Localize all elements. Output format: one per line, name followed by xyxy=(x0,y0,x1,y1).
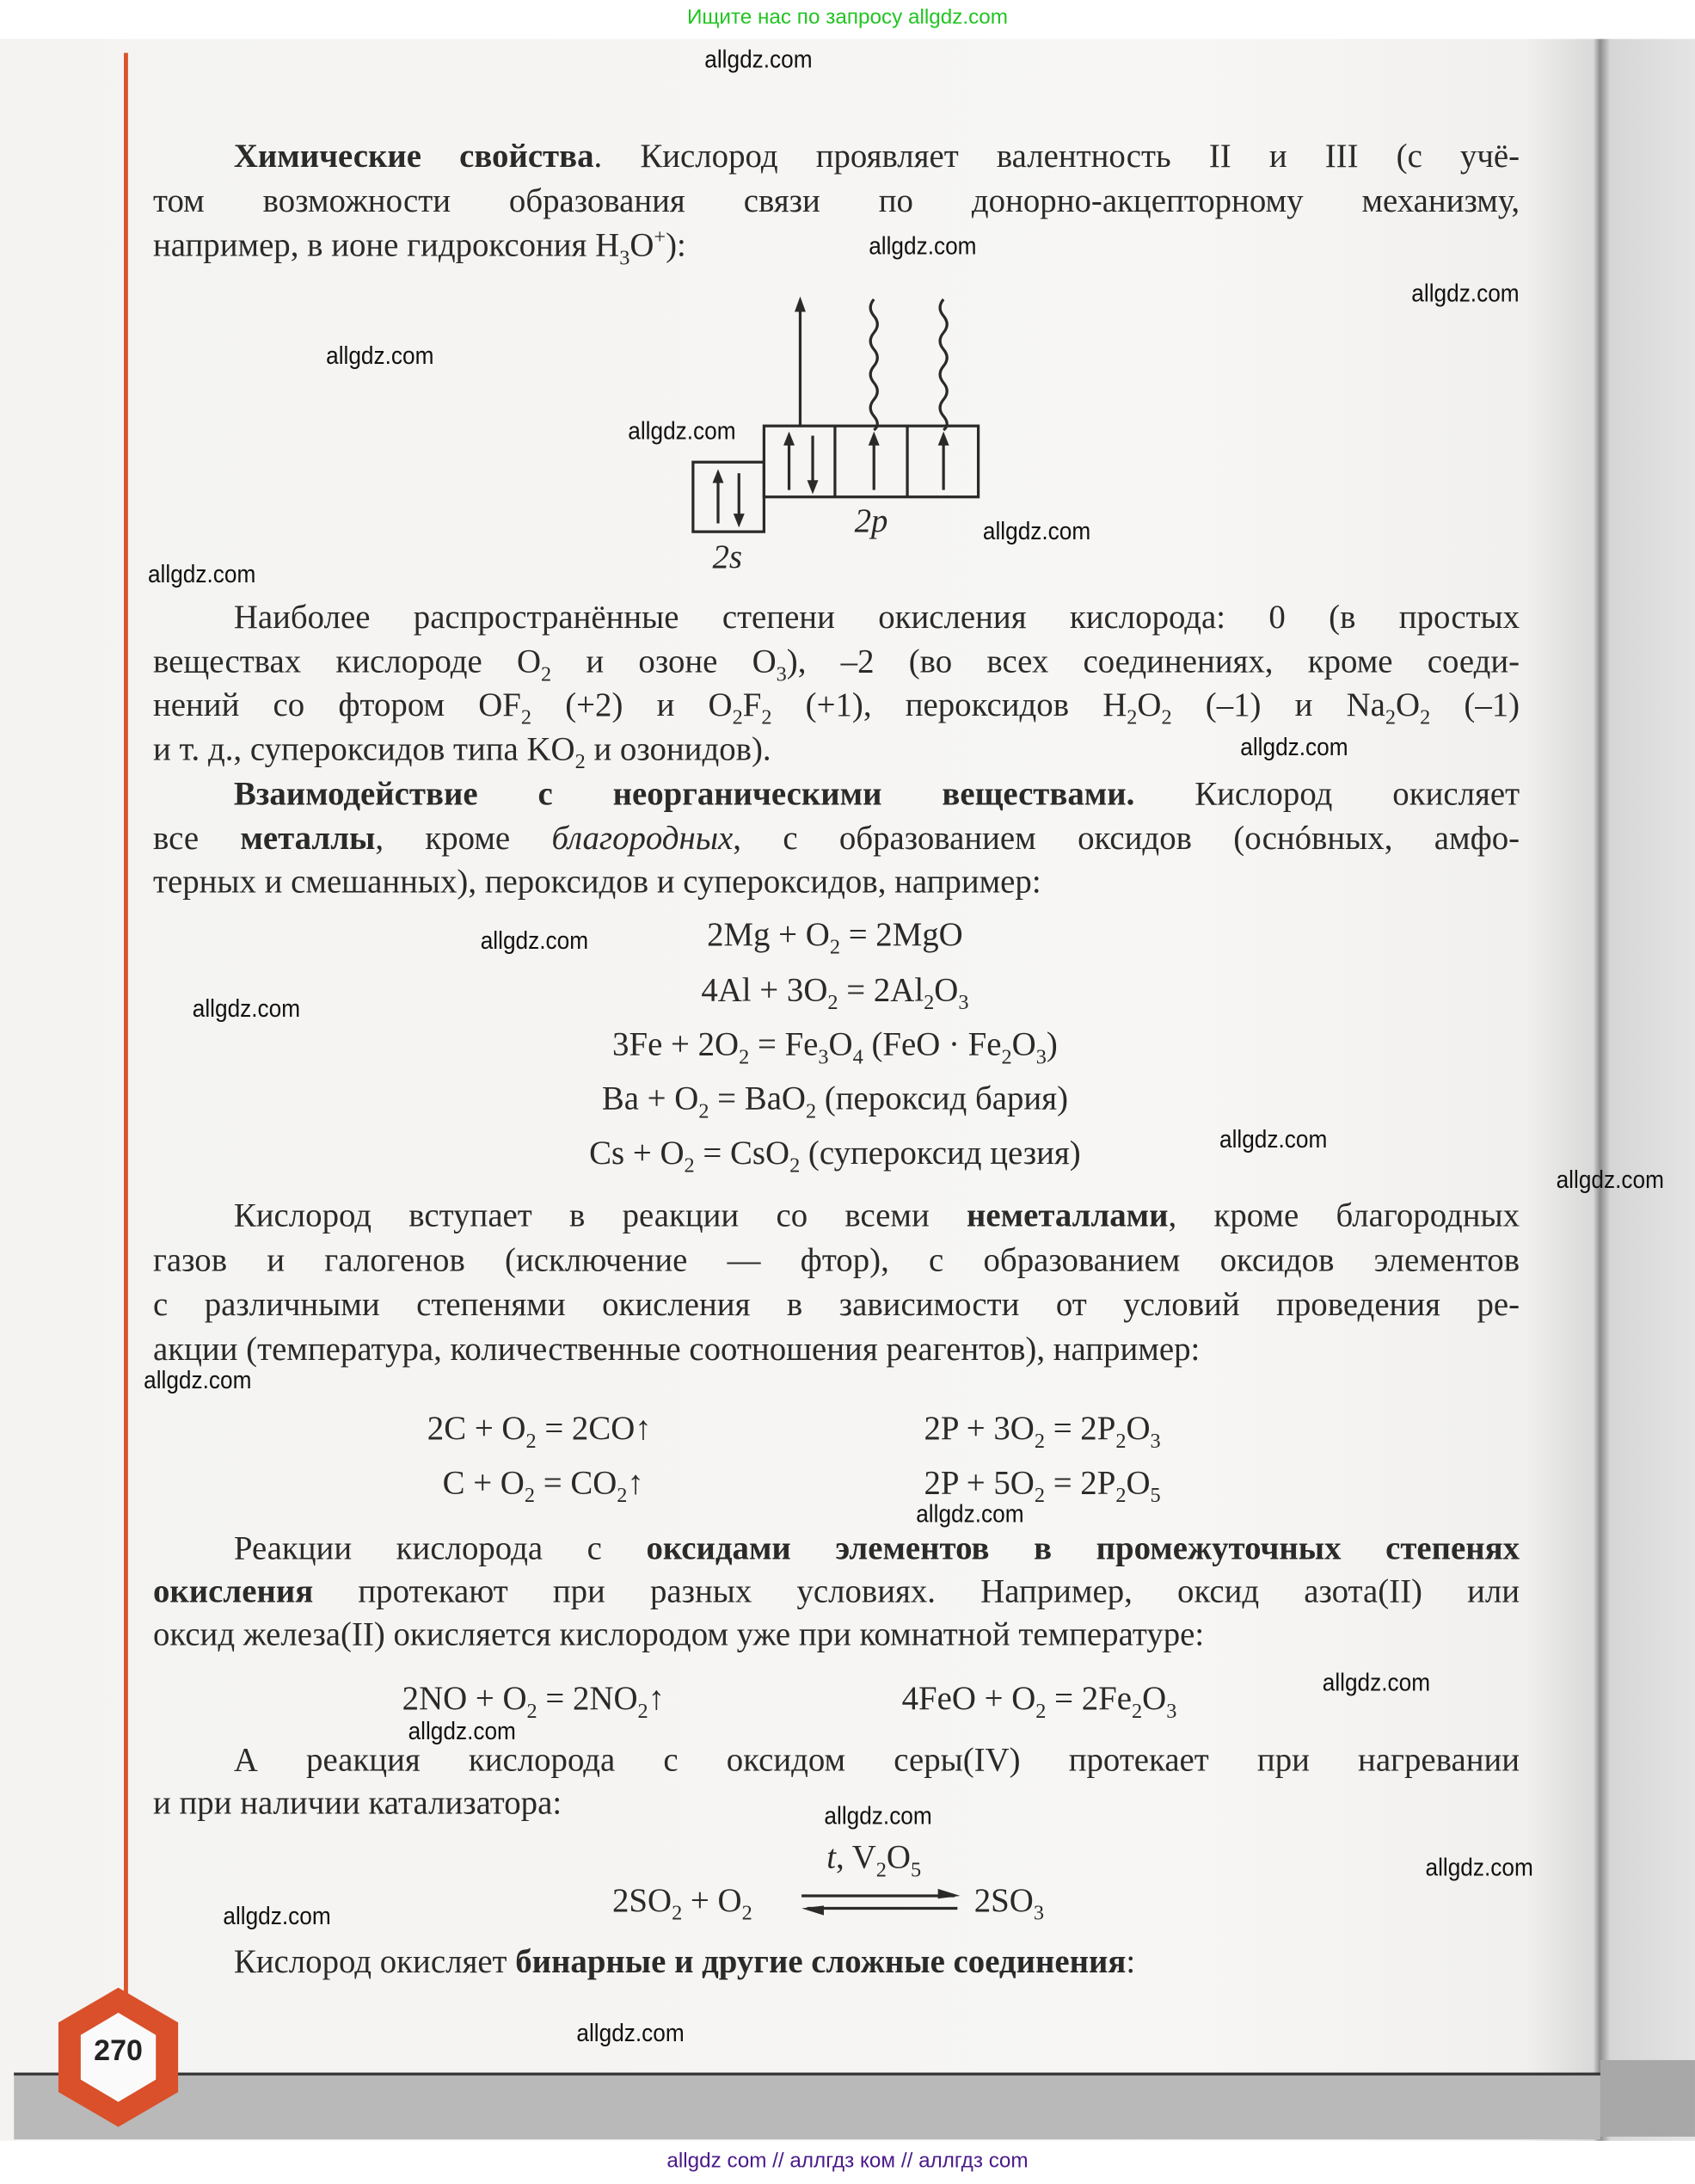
subscript: 2 xyxy=(1034,1430,1045,1454)
equation xyxy=(924,1406,1160,1453)
subscript: 3 xyxy=(1033,1903,1044,1925)
text-segment: протекают при разных условиях. Например, оксид азота(II) или xyxy=(313,1574,1520,1611)
subscript: 2 xyxy=(761,707,772,729)
text-segment: (FeO · Fe xyxy=(863,1027,1002,1064)
subscript: 5 xyxy=(1150,1485,1161,1508)
subscript: 2 xyxy=(1035,1701,1047,1724)
footer-links[interactable]: allgdz com // аллгдз ком // аллгдз com xyxy=(666,2149,1029,2174)
text-segment: = 2P xyxy=(1044,1411,1116,1448)
text-segment: , кроме xyxy=(375,821,552,858)
equation-right xyxy=(974,1878,1044,1925)
text-line xyxy=(234,596,1520,641)
watermark: allgdz.com xyxy=(1240,732,1348,761)
bold-text: окисления xyxy=(153,1574,314,1611)
text-segment: O xyxy=(1126,1465,1151,1503)
subscript: 4 xyxy=(852,1046,863,1069)
wavy-line-icon xyxy=(940,299,947,430)
text-line xyxy=(153,1328,1520,1373)
subscript: 2 xyxy=(789,1155,801,1178)
subscript: 2 xyxy=(672,1903,683,1925)
equation xyxy=(427,1406,652,1453)
text-segment: 2NO + O xyxy=(402,1681,527,1718)
watermark: allgdz.com xyxy=(144,1366,252,1394)
subscript: 3 xyxy=(1166,1701,1177,1724)
subscript: 3 xyxy=(818,1046,829,1069)
text-segment: оксид железа(II) окисляется кислородом уже при комнатной температуре: xyxy=(153,1617,1205,1654)
subscript: 2 xyxy=(1001,1046,1012,1069)
subscript: 3 xyxy=(619,248,630,270)
text-segment: (–1) xyxy=(1430,687,1520,724)
text-segment: (супероксид цезия) xyxy=(800,1135,1081,1172)
equation xyxy=(443,1460,644,1507)
subscript: 2 xyxy=(617,1485,628,1508)
subscript: 2 xyxy=(574,751,586,774)
watermark: allgdz.com xyxy=(192,994,301,1023)
text-segment: O xyxy=(1137,687,1162,724)
watermark: allgdz.com xyxy=(704,45,813,73)
bold-text: Взаимодействие с неорганическими веществами. xyxy=(233,776,1135,814)
orbital-2s-box xyxy=(693,462,765,532)
text-segment: и т. д., супероксидов типа KO xyxy=(153,732,575,769)
text-segment: F xyxy=(742,687,762,724)
text-segment: ), –2 (во всех соединениях, кроме соеди- xyxy=(786,644,1520,681)
text-segment: = CO xyxy=(534,1465,617,1503)
page-bottom-band xyxy=(14,2072,1600,2139)
text-segment: газов и галогенов (исключение — фтор), с образованием оксидов элементов xyxy=(153,1243,1520,1280)
subscript: 2 xyxy=(1115,1430,1127,1454)
text-line xyxy=(234,772,1520,817)
subscript: 2 xyxy=(1420,707,1431,729)
superscript: + xyxy=(654,226,666,249)
subscript: 2 xyxy=(520,707,532,729)
watermark: allgdz.com xyxy=(1425,1853,1533,1881)
text-segment: Реакции кислорода с xyxy=(233,1531,647,1568)
watermark: allgdz.com xyxy=(869,231,977,260)
text-segment: том возможности образования связи по донорно-акцепторному механизму, xyxy=(153,183,1520,220)
subscript: 2 xyxy=(698,1100,709,1123)
subscript: 2 xyxy=(684,1155,695,1178)
subscript: 2 xyxy=(1034,1485,1045,1508)
equation xyxy=(417,1130,1252,1178)
text-segment: все xyxy=(153,821,241,858)
subscript: 2 xyxy=(541,663,552,686)
text-segment: O xyxy=(1396,687,1421,724)
text-segment: 2Mg + O xyxy=(707,917,830,954)
text-line xyxy=(153,817,1520,862)
subscript: 2 xyxy=(924,992,935,1015)
text-segment: например, в ионе гидроксония H xyxy=(153,228,620,265)
text-segment: , с образованием оксидов (оснóвных, амфо- xyxy=(733,821,1520,858)
italic-text: t xyxy=(826,1840,837,1877)
text-segment: ) xyxy=(1046,1027,1058,1064)
text-segment: 2SO xyxy=(612,1883,672,1920)
text-segment: с различными степенями окисления в зависимости от условий проведения ре- xyxy=(153,1287,1520,1324)
text-segment: = 2MgO xyxy=(839,917,963,954)
text-line xyxy=(153,684,1520,729)
subscript: 2 xyxy=(1161,707,1172,729)
subscript: 3 xyxy=(776,663,787,686)
watermark: allgdz.com xyxy=(628,416,736,446)
text-segment: (+2) и O xyxy=(531,687,733,724)
label-2p: 2p xyxy=(854,503,888,540)
subscript: 5 xyxy=(910,1859,922,1882)
subscript: 2 xyxy=(1385,707,1397,729)
bold-text: оксидами элементов в промежуточных степенях xyxy=(646,1531,1520,1568)
text-segment: (пероксид бария) xyxy=(816,1081,1069,1118)
text-segment: 3Fe + 2O xyxy=(612,1027,740,1064)
text-segment: O xyxy=(934,973,959,1010)
subscript: 2 xyxy=(526,1701,537,1724)
subscript: 2 xyxy=(805,1100,817,1123)
label-2s: 2s xyxy=(712,539,743,576)
text-segment: Кислород окисляет xyxy=(1134,776,1520,814)
subscript: 3 xyxy=(1035,1046,1047,1069)
text-segment: O xyxy=(1011,1027,1036,1064)
subscript: 2 xyxy=(829,937,840,959)
equation xyxy=(902,1676,1177,1723)
text-segment: Ba + O xyxy=(601,1081,699,1118)
orbital-2p-box xyxy=(764,426,978,497)
italic-text: благородных xyxy=(551,821,734,858)
watermark: allgdz.com xyxy=(982,517,1091,545)
search-banner[interactable]: Ищите нас по запросу allgdz.com xyxy=(0,0,1695,39)
text-segment: акции (температура, количественные соотношения реагентов), например: xyxy=(153,1332,1201,1369)
text-segment: = 2P xyxy=(1044,1465,1116,1503)
text-segment: 2P + 5O xyxy=(924,1465,1035,1503)
reaction-condition xyxy=(826,1835,921,1882)
equation-left xyxy=(612,1878,752,1925)
text-segment: = 2NO xyxy=(537,1681,638,1718)
watermark: allgdz.com xyxy=(326,341,434,370)
subscript: 2 xyxy=(875,1859,887,1882)
text-segment: Наиболее распространённые степени окисления кислорода: 0 (в простых xyxy=(233,600,1520,637)
watermark: allgdz.com xyxy=(576,2019,685,2047)
text-segment: O xyxy=(886,1840,911,1877)
text-segment: 2C + O xyxy=(427,1411,526,1448)
bold-text: неметаллами xyxy=(967,1198,1169,1235)
text-segment: Кислород окисляет xyxy=(233,1944,516,1981)
text-line xyxy=(153,1239,1520,1283)
text-segment: 2P + 3O xyxy=(924,1411,1035,1448)
text-line xyxy=(153,860,1520,905)
text-segment: + O xyxy=(682,1883,742,1920)
text-segment: = Fe xyxy=(749,1027,819,1064)
bold-text: металлы xyxy=(240,821,376,858)
text-segment: C + O xyxy=(442,1465,525,1503)
subscript: 3 xyxy=(1150,1430,1161,1454)
text-line xyxy=(234,1941,1520,1985)
text-line xyxy=(153,1283,1520,1328)
text-segment: 2SO xyxy=(973,1883,1034,1920)
text-segment: O xyxy=(629,228,654,265)
watermark: allgdz.com xyxy=(1322,1668,1431,1696)
subscript: 2 xyxy=(637,1701,648,1724)
text-segment: O xyxy=(1126,1411,1151,1448)
text-segment: и озонидов). xyxy=(585,732,771,769)
equation xyxy=(417,1076,1252,1123)
watermark: allgdz.com xyxy=(480,926,589,955)
text-segment: (–1) и Na xyxy=(1171,687,1385,724)
text-line xyxy=(153,640,1520,685)
text-segment: А реакция кислорода с оксидом серы(IV) протекает при нагревании xyxy=(233,1742,1520,1780)
text-segment: = BaO xyxy=(709,1081,806,1118)
subscript: 2 xyxy=(741,1903,752,1925)
subscript: 2 xyxy=(739,1046,750,1069)
wavy-line-icon xyxy=(870,299,877,430)
text-segment: = 2Fe xyxy=(1046,1681,1133,1718)
text-line xyxy=(234,1194,1520,1239)
text-segment: нений со фтором OF xyxy=(153,687,521,724)
text-segment: . Кислород проявляет валентность II и III (с учё- xyxy=(593,138,1520,175)
watermark: allgdz.com xyxy=(408,1717,516,1745)
watermark: allgdz.com xyxy=(1556,1166,1664,1194)
text-segment: = CsO xyxy=(694,1135,790,1172)
text-segment: : xyxy=(1126,1944,1136,1981)
equilibrium-arrow-icon xyxy=(799,1882,963,1921)
subscript: 3 xyxy=(958,992,969,1015)
bold-text: бинарные и другие сложные соединения xyxy=(515,1944,1127,1981)
page-edge-shadow xyxy=(1600,2060,1695,2137)
text-line xyxy=(153,1613,1520,1658)
watermark: allgdz.com xyxy=(1411,279,1520,307)
text-segment: Cs + O xyxy=(589,1135,685,1172)
text-line xyxy=(153,1570,1520,1615)
subscript: 2 xyxy=(732,707,743,729)
text-segment: ↑ xyxy=(648,1681,666,1718)
text-segment: O xyxy=(828,1027,853,1064)
text-segment: = 2CO↑ xyxy=(536,1411,652,1448)
watermark: allgdz.com xyxy=(147,560,256,588)
text-segment: 4Al + 3O xyxy=(701,973,828,1010)
watermark: allgdz.com xyxy=(916,1499,1024,1528)
text-segment: ): xyxy=(666,228,686,265)
text-segment: и озоне O xyxy=(551,644,777,681)
text-segment: и при наличии катализатора: xyxy=(153,1786,562,1823)
text-segment: O xyxy=(1142,1681,1167,1718)
subscript: 2 xyxy=(1132,1701,1143,1724)
subscript: 2 xyxy=(524,1485,535,1508)
text-segment: 4FeO + O xyxy=(901,1681,1036,1718)
bold-text: Химические свойства xyxy=(233,138,594,175)
text-segment: Кислород вступает в реакции со всеми xyxy=(233,1198,967,1235)
watermark: allgdz.com xyxy=(824,1801,932,1830)
text-segment: терных и смешанных), пероксидов и супероксидов, например: xyxy=(153,864,1041,901)
text-line xyxy=(234,1527,1520,1572)
equation xyxy=(417,1022,1252,1069)
equation xyxy=(417,968,1252,1015)
watermark: allgdz.com xyxy=(223,1902,331,1930)
watermark: allgdz.com xyxy=(1219,1125,1328,1154)
subscript: 2 xyxy=(827,992,838,1015)
page-number: 270 xyxy=(94,2034,143,2068)
subscript: 2 xyxy=(1127,707,1138,729)
text-segment: , V xyxy=(836,1840,876,1877)
text-segment: веществах кислороде O xyxy=(153,644,542,681)
subscript: 2 xyxy=(1115,1485,1127,1508)
text-segment: = 2Al xyxy=(838,973,924,1010)
text-segment: ↑ xyxy=(627,1465,644,1503)
text-segment: (+1), пероксидов H xyxy=(771,687,1127,724)
text-segment: , кроме благородных xyxy=(1168,1198,1520,1235)
subscript: 2 xyxy=(525,1430,537,1454)
